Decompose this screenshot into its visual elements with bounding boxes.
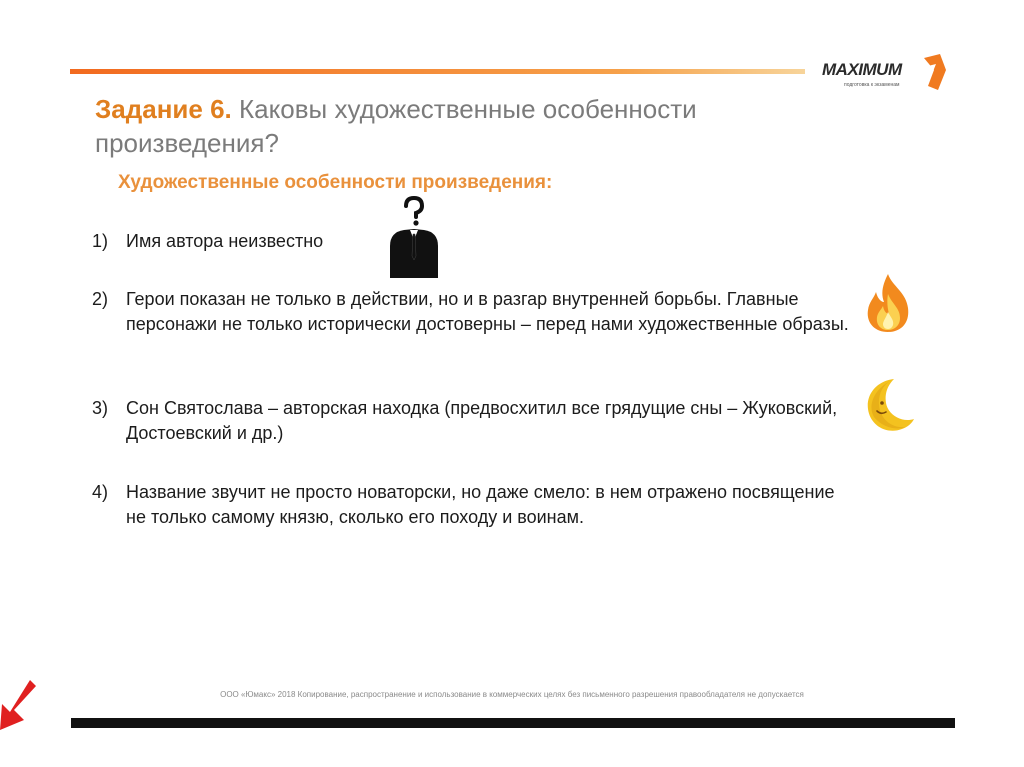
list-item-number: 3) — [92, 398, 109, 418]
list-item-text: Имя автора неизвестно — [126, 231, 324, 251]
anonymous-person-icon — [384, 196, 444, 278]
list-item-number: 1) — [92, 231, 109, 251]
list-item-1 — [92, 229, 852, 254]
arrow-down-left-icon — [0, 680, 36, 730]
top-divider — [70, 69, 805, 74]
task-heading — [95, 92, 815, 160]
task-number: Задание 6. — [95, 94, 232, 124]
logo-wordmark: MAXIMUM — [822, 60, 902, 79]
list-item-4 — [92, 480, 852, 530]
fire-icon — [862, 272, 914, 334]
copyright-footer: ООО «Юмакс» 2018 Копирование, распространение и использование в коммерческих целях без письменного разрешения правообладателя не допускается — [220, 690, 804, 699]
list-item-number: 2) — [92, 289, 109, 309]
logo-mark-icon — [914, 52, 948, 92]
list-item-text: Сон Святослава – авторская находка (предвосхитил все грядущие сны – Жуковский, Достоевский и др.) — [126, 398, 838, 443]
task-question: Каковы художественные особенности произведения? — [95, 94, 697, 158]
section-subtitle: Художественные особенности произведения: — [118, 172, 553, 193]
list-item-text: Герои показан не только в действии, но и в разгар внутренней борьбы. Главные персонажи не только исторически достоверны – перед нами художественные образы. — [126, 289, 849, 334]
logo-tagline: подготовка к экзаменам — [844, 82, 900, 88]
maximum-logo — [822, 52, 947, 94]
crescent-moon-icon — [860, 375, 916, 435]
list-item-text: Название звучит не просто новаторски, но даже смело: в нем отражено посвящение не только самому князю, сколько его походу и воинам. — [126, 482, 835, 527]
list-item-number: 4) — [92, 482, 109, 502]
list-item-3 — [92, 396, 852, 446]
bottom-divider — [71, 718, 955, 728]
list-item-2 — [92, 287, 852, 337]
